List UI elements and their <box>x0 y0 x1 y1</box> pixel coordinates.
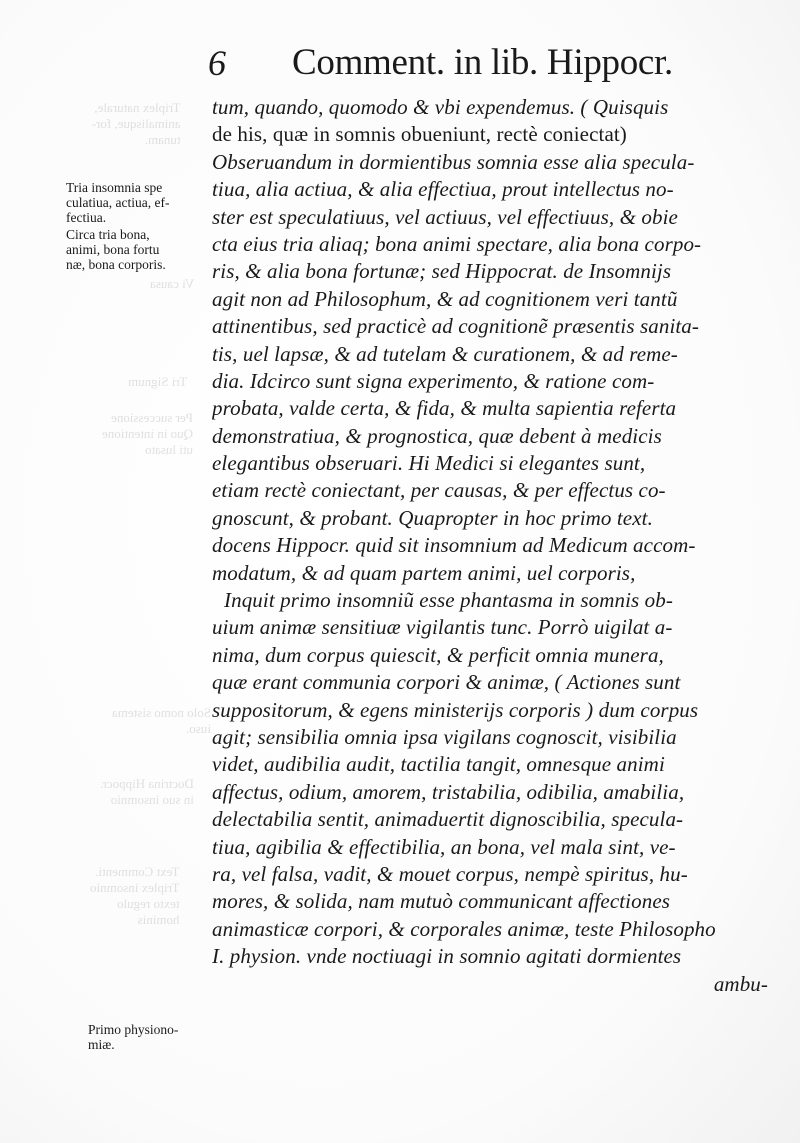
text-line: affectus, odium, amorem, tristabilia, odibilia, amabilia, <box>212 779 685 804</box>
marginal-note-physionomiae: Primo physiono- miæ. <box>88 1022 179 1052</box>
marginal-note-insomnia: Tria insomnia spe culatiua, actiua, ef- fectiua. <box>66 180 170 225</box>
page-number: 6 <box>208 43 226 83</box>
text-line: etiam rectè coniectant, per causas, & per effectus co- <box>212 478 666 503</box>
text-line: tiua, alia actiua, & alia effectiua, prout intellectus no- <box>212 177 674 202</box>
text-line: gnoscunt, & probant. Quapropter in hoc primo text. <box>212 505 653 530</box>
text-line: Obseruandum in dormientibus somnia esse alia specula- <box>212 149 695 174</box>
text-line: mores, & solida, nam mutuò communicant affectiones <box>212 889 671 914</box>
text-line: modatum, & ad quam partem animi, uel corporis, <box>212 560 636 585</box>
text-line: delectabilia sentit, animaduertit dignoscibilia, specula- <box>212 807 684 832</box>
marginal-note-bona: Circa tria bona, animi, bona fortu næ, bona corporis. <box>66 227 166 272</box>
show-through-text-6: Doctrina Hippocr. in suo insomnio <box>100 776 194 807</box>
text-line: ra, vel falsa, vadit, & mouet corpus, nempè spiritus, hu- <box>212 861 688 886</box>
text-line: agit; sensibilia omnia ipsa vigilans cognoscit, visibilia <box>212 724 677 749</box>
text-line: attinentibus, sed practicè ad cognitionẽ præsentis sanita- <box>212 314 700 339</box>
show-through-text-3: Tri Signum <box>128 374 188 389</box>
text-line: tum, quando, quomodo & vbi expendemus. ( Quisquis <box>212 95 669 119</box>
text-line: ris, & alia bona fortunæ; sed Hippocrat. de Insomnijs <box>212 259 672 284</box>
show-through-text-2: Vi causa <box>150 276 195 291</box>
text-line: videt, audibilia audit, tactilia tangit, omnesque animi <box>212 752 665 777</box>
text-line: Inquit primo insomniũ esse phantasma in somnis ob- <box>224 588 673 613</box>
text-line: cta eius tria aliaq; bona animi spectare, alia bona corpo- <box>212 231 702 256</box>
show-through-text-7: Text Commenti. Triplex insomnio texto regulo hominis <box>90 864 180 927</box>
text-line: dia. Idcirco sunt signa experimento, & ratione com- <box>212 368 655 393</box>
show-through-text-5: Solo nomo sistema iuso. <box>112 705 211 736</box>
text-line: I. physion. vnde noctiuagi in somnio agitati dormientes <box>212 944 682 969</box>
text-line: probata, valde certa, & fida, & multa sapientia referta <box>212 396 677 421</box>
show-through-text-4: Per successione Quo in intentione uti lusato <box>102 410 193 457</box>
text-line: tiua, agibilia & effectibilia, an bona, vel mala sint, ve- <box>212 834 676 859</box>
text-line: docens Hippocr. quid sit insomnium ad Medicum accom- <box>212 533 696 558</box>
text-line: quæ erant communia corpori & animæ, ( Actiones sunt <box>212 670 681 695</box>
text-line: animasticæ corpori, & corporales animæ, teste Philosopho <box>212 916 716 941</box>
page-header <box>208 38 778 88</box>
text-line: agit non ad Philosophum, & ad cognitionem veri tantũ <box>212 286 678 311</box>
text-line: uium animæ sensitiuæ vigilantis tunc. Porrò uigilat a- <box>212 615 673 640</box>
text-line: tis, uel lapsæ, & ad tutelam & curationem, & ad reme- <box>212 341 678 366</box>
show-through-text-1: Triplex naturale, animalisque, for- tunam. <box>92 100 181 147</box>
text-line: suppositorum, & egens ministerijs corporis ) dum corpus <box>212 697 699 722</box>
text-line: de his, quæ in somnis obueniunt, rectè coniectat) <box>212 122 627 147</box>
catchword: ambu- <box>713 971 768 996</box>
main-text-block <box>212 94 772 998</box>
text-line: elegantibus obseruari. Hi Medici si elegantes sunt, <box>212 451 646 476</box>
text-line: ster est speculatiuus, vel actiuus, vel effectiuus, & obie <box>212 204 678 229</box>
running-title: Comment. in lib. Hippocr. <box>292 42 673 83</box>
text-line: nima, dum corpus quiescit, & perficit omnia munera, <box>212 642 664 667</box>
text-line: demonstratiua, & prognostica, quæ debent à medicis <box>212 423 662 448</box>
